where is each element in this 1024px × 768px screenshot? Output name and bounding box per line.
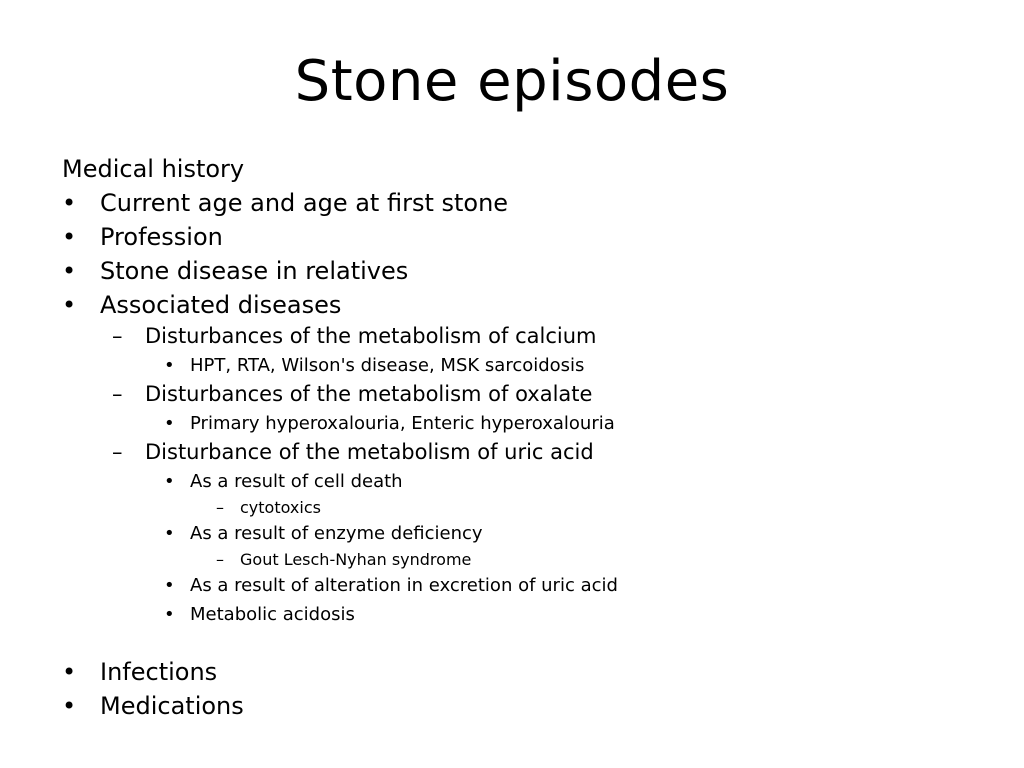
sub-item-text: Disturbances of the metabolism of oxalate <box>145 382 593 406</box>
list-item-text: Associated diseases <box>100 291 342 319</box>
bullet-icon: • <box>164 604 175 625</box>
list-item-text: Medications <box>100 692 244 720</box>
sub-sub-item-text: HPT, RTA, Wilson's disease, MSK sarcoidosis <box>190 355 585 376</box>
list-item <box>62 254 1002 288</box>
bullet-icon: • <box>62 223 77 251</box>
sub-sub-item <box>62 467 1002 496</box>
sub-sub-item-text: As a result of alteration in excretion of uric acid <box>190 575 618 596</box>
dash-icon: – <box>216 550 224 569</box>
list-item <box>62 186 1002 220</box>
sub-item <box>62 380 1002 409</box>
sub-item-text: Disturbance of the metabolism of uric acid <box>145 440 594 464</box>
section-heading: Medical history <box>62 155 245 183</box>
sub-sub-item-text: Metabolic acidosis <box>190 604 355 625</box>
dash-icon: – <box>216 498 224 517</box>
sub-sub-item <box>62 571 1002 600</box>
bullet-icon: • <box>164 575 175 596</box>
sub-sub-item <box>62 351 1002 380</box>
detail-item <box>62 548 1002 571</box>
slide-body <box>62 152 1002 723</box>
sub-item <box>62 322 1002 351</box>
slide-title: Stone episodes <box>294 49 730 114</box>
sub-sub-item-text: Primary hyperoxalouria, Enteric hyperoxalouria <box>190 413 615 434</box>
sub-sub-item <box>62 409 1002 438</box>
sub-item <box>62 438 1002 467</box>
bullet-icon: • <box>62 189 77 217</box>
dash-icon: – <box>112 382 123 406</box>
sub-sub-item-text: As a result of cell death <box>190 471 403 492</box>
list-item-text: Current age and age at first stone <box>100 189 509 217</box>
bullet-icon: • <box>62 658 77 686</box>
bullet-icon: • <box>164 355 175 376</box>
bullet-icon: • <box>164 413 175 434</box>
list-item <box>62 220 1002 254</box>
list-item <box>62 689 1002 723</box>
dash-icon: – <box>112 440 123 464</box>
spacer <box>62 629 1002 655</box>
dash-icon: – <box>112 324 123 348</box>
sub-sub-item-text: As a result of enzyme deficiency <box>190 523 483 544</box>
list-item-text: Profession <box>100 223 223 251</box>
detail-item <box>62 496 1002 519</box>
bullet-icon: • <box>164 523 175 544</box>
list-item-text: Stone disease in relatives <box>100 257 409 285</box>
bullet-icon: • <box>62 291 77 319</box>
list-item-text: Infections <box>100 658 218 686</box>
bullet-icon: • <box>62 692 77 720</box>
sub-sub-item <box>62 600 1002 629</box>
detail-item-text: cytotoxics <box>240 498 321 517</box>
bullet-icon: • <box>62 257 77 285</box>
detail-item-text: Gout Lesch-Nyhan syndrome <box>240 550 472 569</box>
list-item <box>62 655 1002 689</box>
sub-sub-item <box>62 519 1002 548</box>
list-item <box>62 288 1002 322</box>
sub-item-text: Disturbances of the metabolism of calcium <box>145 324 597 348</box>
bullet-icon: • <box>164 471 175 492</box>
